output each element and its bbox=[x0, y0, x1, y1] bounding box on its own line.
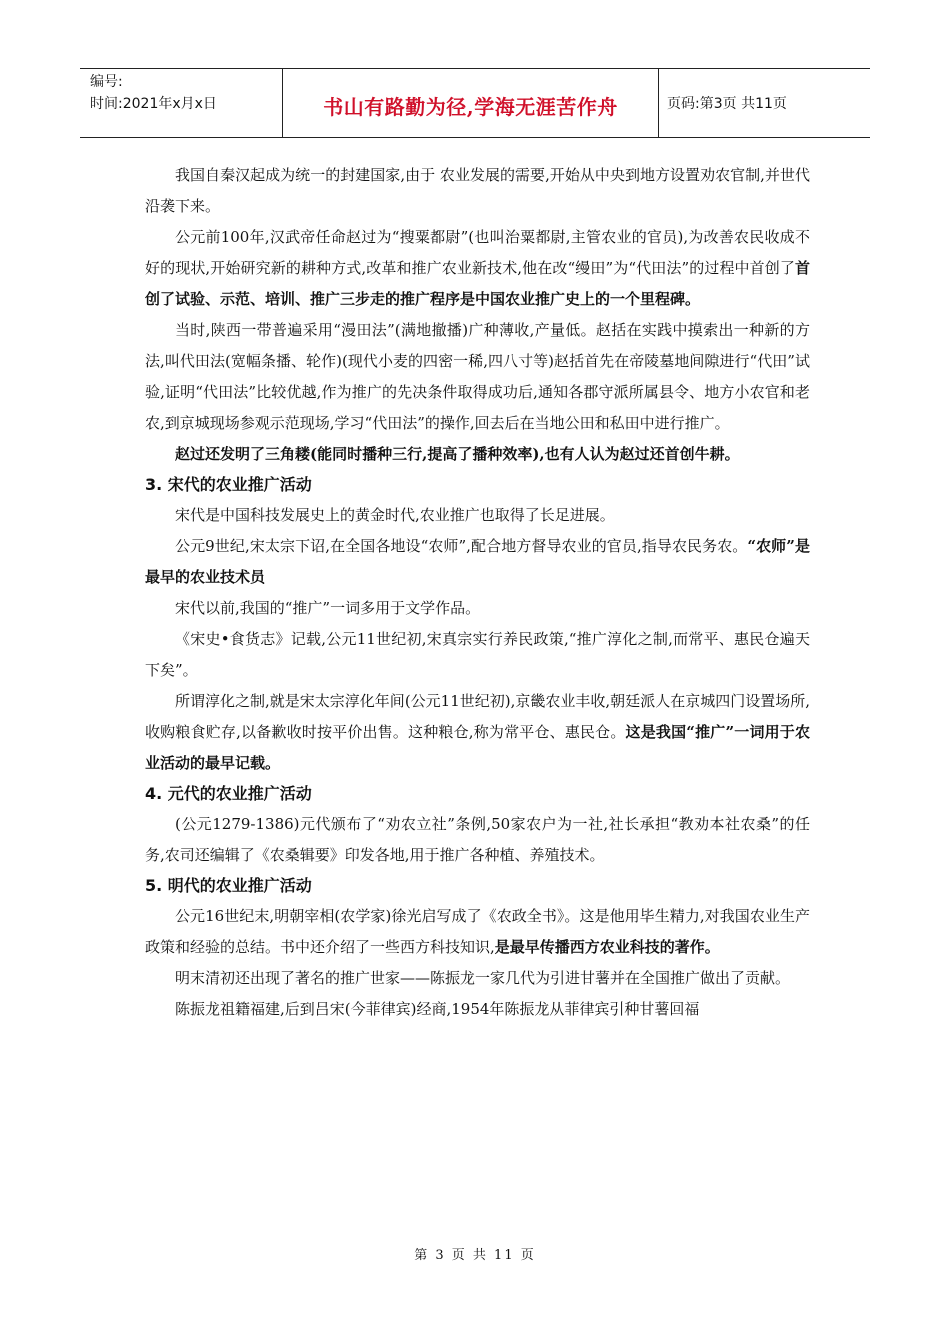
paragraph: 明末清初还出现了著名的推广世家——陈振龙一家几代为引进甘薯并在全国推广做出了贡献。 bbox=[175, 969, 791, 987]
section-heading-song: 3. 宋代的农业推广活动 bbox=[145, 475, 312, 494]
bold-paragraph: 赵过还发明了三角耧(能同时播种三行,提高了播种效率),也有人认为赵过还首创牛耕。 bbox=[175, 445, 740, 463]
paragraph: (公元1279-1386)元代颁布了“劝农立社”条例,50家农户为一社,社长承担“教劝本社农桑”的任务,农司还编辑了《农桑辑要》印发各地,用于推广各种植、养殖技术。 bbox=[145, 815, 810, 864]
document-body bbox=[145, 160, 810, 1025]
bold-highlight: 这是我国“推广”一词用于农业活动的最早记载。 bbox=[145, 723, 810, 772]
paragraph-text: 公元前100年,汉武帝任命赵过为“搜粟都尉”(也叫治粟都尉,主管农业的官员),为改善农民收成不好的现状,开始研究新的耕种方式,改革和推广农业新技术,他在改“缦田”为“代田法”的过程中首创了 bbox=[145, 228, 810, 277]
header-motto-cell bbox=[283, 69, 659, 137]
paragraph bbox=[145, 686, 810, 779]
paragraph-text: 公元16世纪末,明朝宰相(农学家)徐光启写成了《农政全书》。这是他用毕生精力,对我国农业生产政策和经验的总结。书中还介绍了一些西方科技知识, bbox=[145, 907, 810, 956]
bold-highlight: “农师”是最早的农业技术员 bbox=[145, 537, 810, 586]
header-page-info: 页码:第3页 共11页 bbox=[667, 96, 787, 112]
bold-highlight: 首创了试验、示范、培训、推广三步走的推广程序是中国农业推广史上的一个里程碑。 bbox=[145, 259, 810, 308]
paragraph: 宋代是中国科技发展史上的黄金时代,农业推广也取得了长足进展。 bbox=[175, 506, 615, 524]
header-meta-cell bbox=[80, 69, 283, 137]
paragraph: 《宋史•食货志》记载,公元11世纪初,宋真宗实行养民政策,“推广淳化之制,而常平、惠民仓遍天下矣”。 bbox=[145, 630, 810, 679]
document-date-label: 时间:2021年x月x日 bbox=[90, 96, 217, 112]
paragraph bbox=[145, 901, 810, 963]
bold-highlight: 是最早传播西方农业科技的著作。 bbox=[494, 938, 720, 956]
paragraph bbox=[145, 531, 810, 593]
paragraph bbox=[145, 222, 810, 315]
header-page-cell bbox=[659, 69, 870, 137]
paragraph-text: 所谓淳化之制,就是宋太宗淳化年间(公元11世纪初),京畿农业丰收,朝廷派人在京城四门设置场所,收购粮食贮存,以备歉收时按平价出售。这种粮仓,称为常平仓、惠民仓。 bbox=[145, 692, 810, 741]
section-heading-yuan: 4. 元代的农业推广活动 bbox=[145, 784, 312, 803]
paragraph-text: 公元9世纪,宋太宗下诏,在全国各地设“农师”,配合地方督导农业的官员,指导农民务农。 bbox=[175, 537, 748, 555]
paragraph: 宋代以前,我国的“推广”一词多用于文学作品。 bbox=[175, 599, 481, 617]
section-heading-ming: 5. 明代的农业推广活动 bbox=[145, 876, 312, 895]
paragraph: 陈振龙祖籍福建,后到吕宋(今菲律宾)经商,1954年陈振龙从菲律宾引种甘薯回福 bbox=[175, 1000, 700, 1018]
paragraph: 当时,陕西一带普遍采用“漫田法”(满地撤播)广种薄收,产量低。赵括在实践中摸索出一种新的方法,叫代田法(宽幅条播、轮作)(现代小麦的四密一稀,四八寸等)赵括首先在帝陵墓地间隙进行“代田”试验,证明“代田法”比较优越,作为推广的先决条件取得成功后,通知各郡守派所属县令、地方小农官和老农,到京城现场参观示范现场,学习“代田法”的操作,回去后在当地公田和私田中进行推广。 bbox=[145, 321, 810, 432]
page-header bbox=[80, 68, 870, 138]
header-motto: 书山有路勤为径,学海无涯苦作舟 bbox=[323, 95, 618, 119]
paragraph: 我国自秦汉起成为统一的封建国家,由于 农业发展的需要,开始从中央到地方设置劝农官制,并世代沿袭下来。 bbox=[145, 166, 810, 215]
document-code-label: 编号: bbox=[90, 74, 123, 90]
page-footer-number: 第 3 页 共 11 页 bbox=[414, 1248, 536, 1263]
